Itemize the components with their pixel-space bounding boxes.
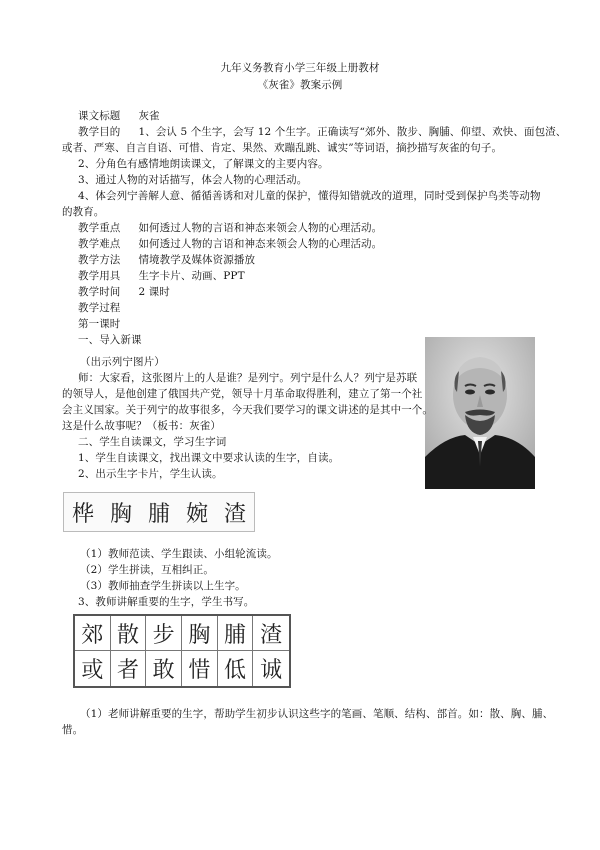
tools-label: 教学用具 [78,270,121,282]
difficult-value: 如何透过人物的言语和神态来领会人物的心理活动。 [138,238,383,250]
grid-char: 脯 [218,616,254,651]
method-row [78,254,255,267]
key-row [78,222,382,235]
grid-char: 低 [218,651,254,686]
goal-4-cont: 的教育。 [62,206,105,218]
sub-step-2: （2）学生拼读，互相纠正。 [80,564,214,576]
method-value: 情境教学及媒体资源播放 [138,254,256,266]
topic-label: 课文标题 [78,110,121,122]
time-label: 教学时间 [78,286,121,298]
para-1-line-4: 这是什么故事呢？（板书：灰雀） [62,420,221,432]
step-2-heading: 二、学生自读课文，学习生字词 [78,436,227,448]
step-2-item-1: 1、学生自读课文，找出课文中要求认读的生字，自读。 [78,452,340,464]
process-heading: 教学过程 [78,302,121,314]
card-char: 渣 [223,501,246,527]
step-1-heading: 一、导入新课 [78,334,142,346]
doc-title: 九年义务教育小学三年级上册教材 [220,62,380,74]
lesson-1-heading: 第一课时 [78,318,121,330]
goal-1-cont: 或者、严寒、自言自语、可惜、肯定、果然、欢蹦乱跳、诚实”等词语，摘抄描写灰雀的句子。 [62,142,503,154]
last-para-line-2: 惜。 [62,724,84,736]
sub-step-3: （3）教师抽查学生拼读以上生字。 [80,580,246,592]
last-para-line-1: （1）老师讲解重要的生字，帮助学生初步认识这些字的笔画、笔顺、结构、部首。如：散、胸、脯、 [80,708,554,720]
card-char: 桦 [71,501,94,527]
time-row [78,286,170,299]
para-1-line-1: 师：大家看，这张图片上的人是谁？是列宁。列宁是什么人？列宁是苏联 [78,372,418,384]
time-value: 2 课时 [138,286,170,298]
goal-1: 1、会认 5 个生字，会写 12 个生字。正确读写“郊外、散步、胸脯、仰望、欢快、面包渣、 [138,126,567,138]
para-1-line-3: 会主义国家。关于列宁的故事很多，今天我们要学习的课文讲述的是其中一个。 [62,404,433,416]
tools-value: 生字卡片、动画、PPT [138,270,245,282]
card-char: 胸 [109,501,132,527]
goal-label: 教学目的 [78,126,121,138]
card-char: 脯 [147,501,170,527]
topic-row [78,110,160,123]
para-1-line-2: 的领导人，是他创建了俄国共产党，领导十月革命取得胜利，建立了第一个社 [62,388,423,400]
goal-2: 2、分角色有感情地朗读课文，了解课文的主要内容。 [78,158,329,170]
step-2-item-2: 2、出示生字卡片，学生认读。 [78,468,223,480]
card-char: 婉 [185,501,208,527]
method-label: 教学方法 [78,254,121,266]
grid-char: 或 [75,651,111,686]
doc-subtitle: 《灰雀》教案示例 [257,79,343,91]
goal-row [78,126,566,139]
portrait-photo [425,337,535,489]
step-3-heading: 3、教师讲解重要的生字，学生书写。 [78,596,255,608]
grid-char: 者 [111,651,147,686]
key-label: 教学重点 [78,222,121,234]
difficult-label: 教学难点 [78,238,121,250]
topic-value: 灰雀 [138,110,160,122]
character-grid [73,614,291,688]
difficult-row [78,238,382,251]
grid-char: 散 [111,616,147,651]
goal-3: 3、通过人物的对话描写，体会人物的心理活动。 [78,174,308,186]
grid-char: 步 [146,616,182,651]
grid-char: 敢 [146,651,182,686]
grid-char: 惜 [182,651,218,686]
grid-char: 胸 [182,616,218,651]
key-value: 如何透过人物的言语和神态来领会人物的心理活动。 [138,222,383,234]
grid-char: 渣 [253,616,289,651]
goal-4: 4、体会列宁善解人意、循循善诱和对儿童的保护，懂得知错就改的道理，同时受到保护鸟类等动物 [78,190,541,202]
sub-step-1: （1）教师范读、学生跟读、小组轮流读。 [80,548,278,560]
tools-row [78,270,245,283]
character-card [63,492,255,532]
lenin-portrait [425,337,535,489]
grid-char: 诚 [260,658,283,683]
grid-char: 郊 [75,616,111,651]
show-picture-note: （出示列宁图片） [80,356,165,368]
